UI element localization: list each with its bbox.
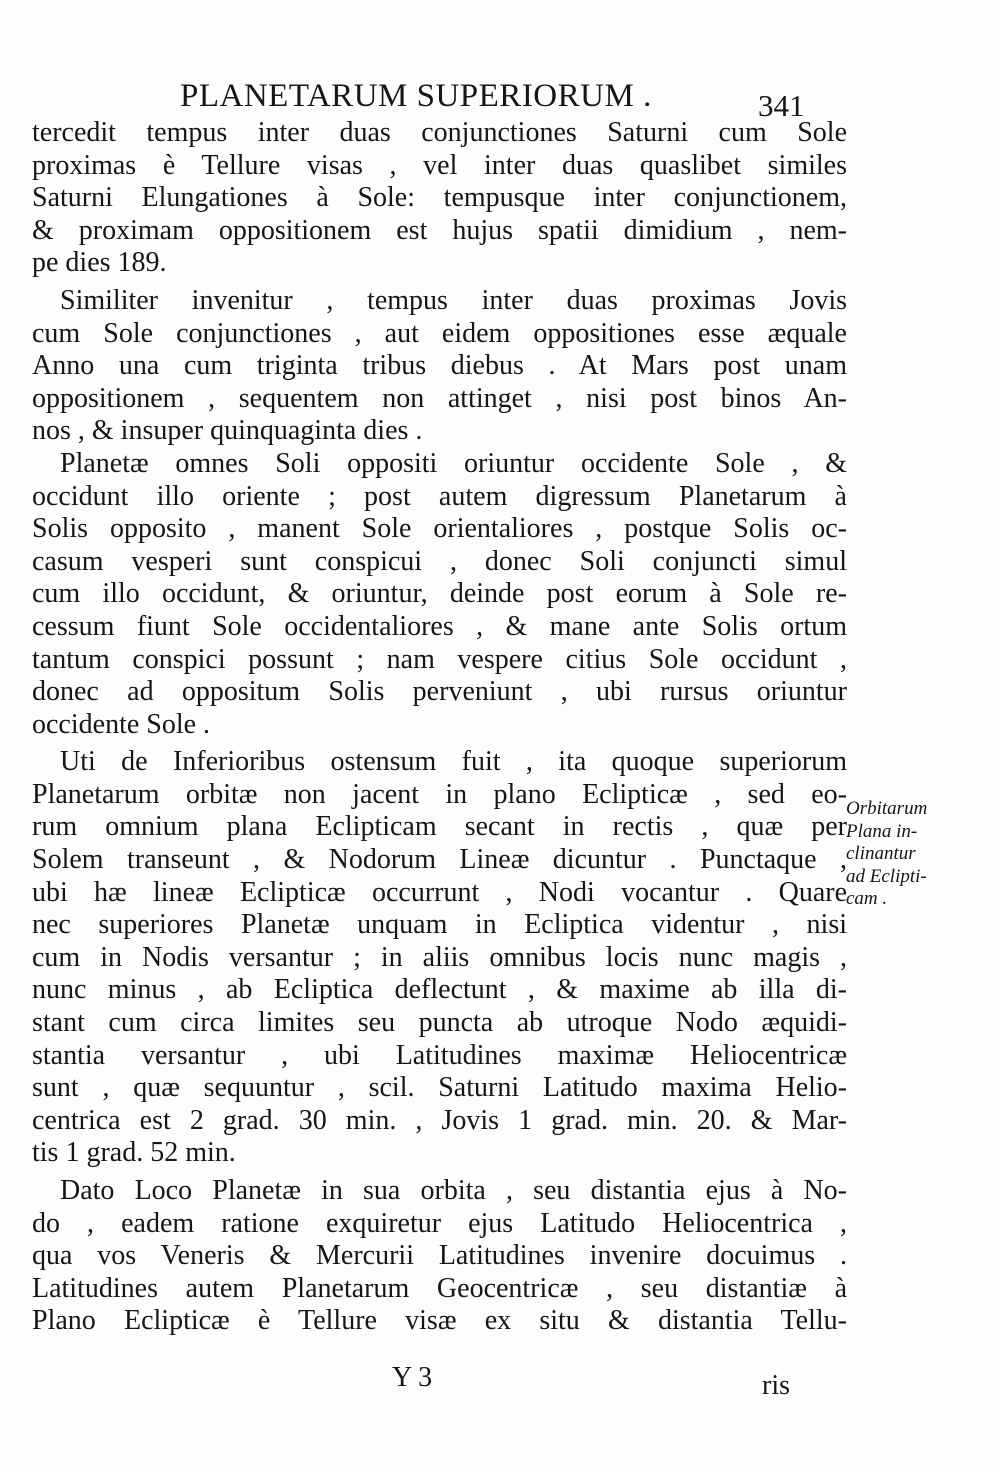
text-line: pe dies 189. bbox=[32, 247, 167, 279]
paragraph bbox=[32, 746, 847, 1170]
text-line: Planetarum orbitæ non jacent in plano Eclipticæ , sed eo- bbox=[32, 778, 847, 810]
paragraph bbox=[32, 448, 847, 741]
page-number: 341 bbox=[758, 88, 805, 123]
text-line: occidunt illo oriente ; post autem digressum Planetarum à bbox=[32, 480, 847, 512]
marginal-note bbox=[846, 798, 996, 911]
paragraph bbox=[32, 1175, 847, 1338]
text-line: occidente Sole . bbox=[32, 708, 211, 740]
text-line: Latitudines autem Planetarum Geocentricæ , seu distantiæ à bbox=[32, 1272, 847, 1304]
text-line: nos , & insuper quinquaginta dies . bbox=[32, 415, 423, 447]
text-line: Similiter invenitur , tempus inter duas proximas Jovis bbox=[60, 284, 847, 316]
marginal-note-line: ad Eclipti- bbox=[846, 865, 927, 887]
page-footer bbox=[0, 1362, 1000, 1402]
marginal-note-line: cam . bbox=[846, 888, 888, 909]
text-line: rum omnium plana Eclipticam secant in rectis , quæ per bbox=[32, 811, 847, 843]
text-line: do , eadem ratione exquiretur ejus Latitudo Heliocentrica , bbox=[32, 1207, 847, 1239]
text-line: Uti de Inferioribus ostensum fuit , ita quoque superiorum bbox=[60, 746, 847, 778]
text-line: casum vesperi sunt conspicui , donec Soli conjuncti simul bbox=[32, 545, 847, 577]
text-line: tantum conspici possunt ; nam vespere citius Sole occidunt , bbox=[32, 643, 847, 675]
paragraph bbox=[32, 285, 847, 448]
marginal-note-line: Plana in- bbox=[846, 820, 918, 842]
marginal-note-line: clinantur bbox=[846, 843, 916, 864]
text-line: oppositionem , sequentem non attinget , nisi post binos An- bbox=[32, 382, 847, 414]
text-line: stantia versantur , ubi Latitudines maximæ Heliocentricæ bbox=[32, 1039, 847, 1071]
text-line: tercedit tempus inter duas conjunctiones Saturni cum Sole bbox=[32, 117, 847, 148]
text-line: Plano Eclipticæ è Tellure visæ ex situ & distantia Tellu- bbox=[32, 1305, 847, 1337]
text-line: Dato Loco Planetæ in sua orbita , seu distantia ejus à No- bbox=[60, 1175, 847, 1206]
text-line: cum Sole conjunctiones , aut eidem oppositiones esse æquale bbox=[32, 317, 847, 349]
text-line: centrica est 2 grad. 30 min. , Jovis 1 grad. min. 20. & Mar- bbox=[32, 1104, 847, 1136]
marginal-note-line: Orbitarum bbox=[846, 798, 928, 819]
text-line: Saturni Elungationes à Sole: tempusque inter conjunctionem, bbox=[32, 182, 847, 214]
text-line: Planetæ omnes Soli oppositi oriuntur occidente Sole , & bbox=[60, 447, 847, 479]
text-line: donec ad oppositum Solis perveniunt , ubi rursus oriuntur bbox=[32, 676, 847, 708]
running-title: PLANETARUM SUPERIORUM . bbox=[180, 78, 652, 114]
text-line: tis 1 grad. 52 min. bbox=[32, 1137, 236, 1169]
text-line: cum illo occidunt, & oriuntur, deinde post eorum à Sole re- bbox=[32, 578, 847, 610]
text-line: nunc minus , ab Ecliptica deflectunt , & maxime ab illa di- bbox=[32, 974, 847, 1006]
text-line: cum in Nodis versantur ; in aliis omnibus locis nunc magis , bbox=[32, 941, 847, 973]
catchword: ris bbox=[762, 1370, 790, 1401]
text-line: Anno una cum triginta tribus diebus . At Mars post unam bbox=[32, 350, 847, 382]
text-line: cessum fiunt Sole occidentaliores , & mane ante Solis ortum bbox=[32, 610, 847, 642]
text-line: stant cum circa limites seu puncta ab utroque Nodo æquidi- bbox=[32, 1007, 847, 1039]
text-line: qua vos Veneris & Mercurii Latitudines invenire docuimus . bbox=[32, 1240, 847, 1272]
body-text bbox=[32, 117, 847, 1338]
text-line: Solis opposito , manent Sole orientaliores , postque Solis oc- bbox=[32, 513, 847, 545]
signature-mark: Y 3 bbox=[392, 1362, 433, 1393]
text-line: ubi hæ lineæ Eclipticæ occurrunt , Nodi vocantur . Quare bbox=[32, 876, 847, 908]
text-line: proximas è Tellure visas , vel inter duas quaslibet similes bbox=[32, 149, 847, 181]
text-line: sunt , quæ sequuntur , scil. Saturni Latitudo maxima Helio- bbox=[32, 1072, 847, 1104]
text-line: nec superiores Planetæ unquam in Ecliptica videntur , nisi bbox=[32, 909, 847, 941]
text-line: & proximam oppositionem est hujus spatii dimidium , nem- bbox=[32, 214, 847, 246]
text-line: Solem transeunt , & Nodorum Lineæ dicuntur . Punctaque , bbox=[32, 844, 847, 876]
paragraph bbox=[32, 117, 847, 280]
